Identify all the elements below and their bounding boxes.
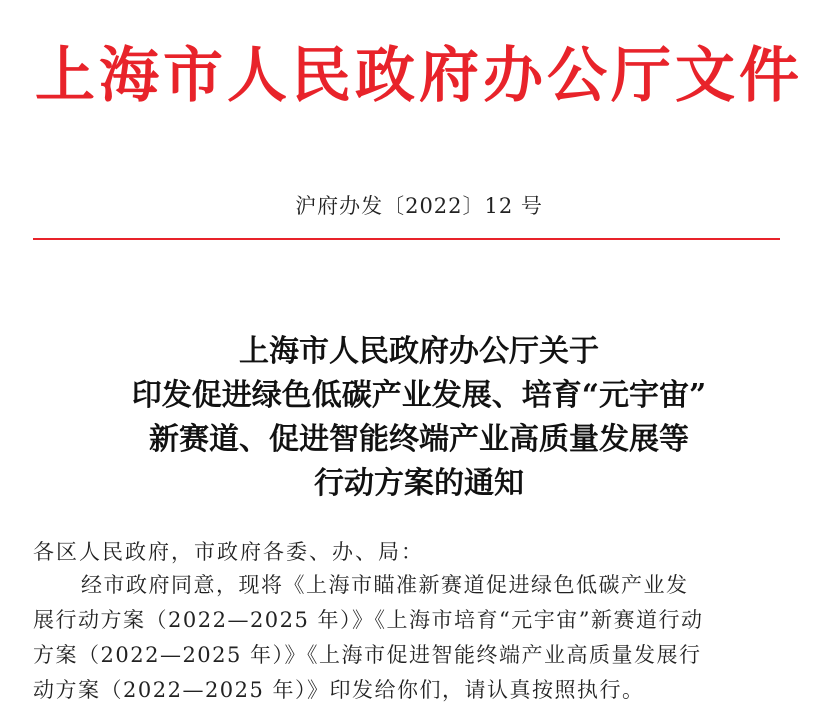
body-line-3: 方案（2022—2025 年）》《上海市促进智能终端产业高质量发展行	[33, 643, 702, 667]
title-line-3: 新赛道、促进智能终端产业高质量发展等	[149, 422, 689, 457]
body-line-4: 动方案（2022—2025 年）》印发给你们，请认真按照执行。	[33, 678, 645, 702]
body-line-2: 展行动方案（2022—2025 年）》《上海市培育“元宇宙”新赛道行动	[33, 608, 704, 632]
body-line-1: 经市政府同意，现将《上海市瞄准新赛道促进绿色低碳产业发	[81, 573, 689, 597]
document-number: 沪府办发〔2022〕12 号	[295, 194, 543, 218]
document-title	[0, 330, 838, 506]
title-line-1: 上海市人民政府办公厅关于	[239, 334, 599, 369]
title-line-4: 行动方案的通知	[314, 466, 524, 501]
salutation: 各区人民政府，市政府各委、办、局：	[33, 540, 424, 564]
red-divider-line	[33, 238, 780, 240]
document-masthead: 上海市人民政府办公厅文件	[35, 41, 803, 111]
title-line-2: 印发促进绿色低碳产业发展、培育“元宇宙”	[131, 378, 707, 413]
body-paragraph	[33, 568, 793, 708]
